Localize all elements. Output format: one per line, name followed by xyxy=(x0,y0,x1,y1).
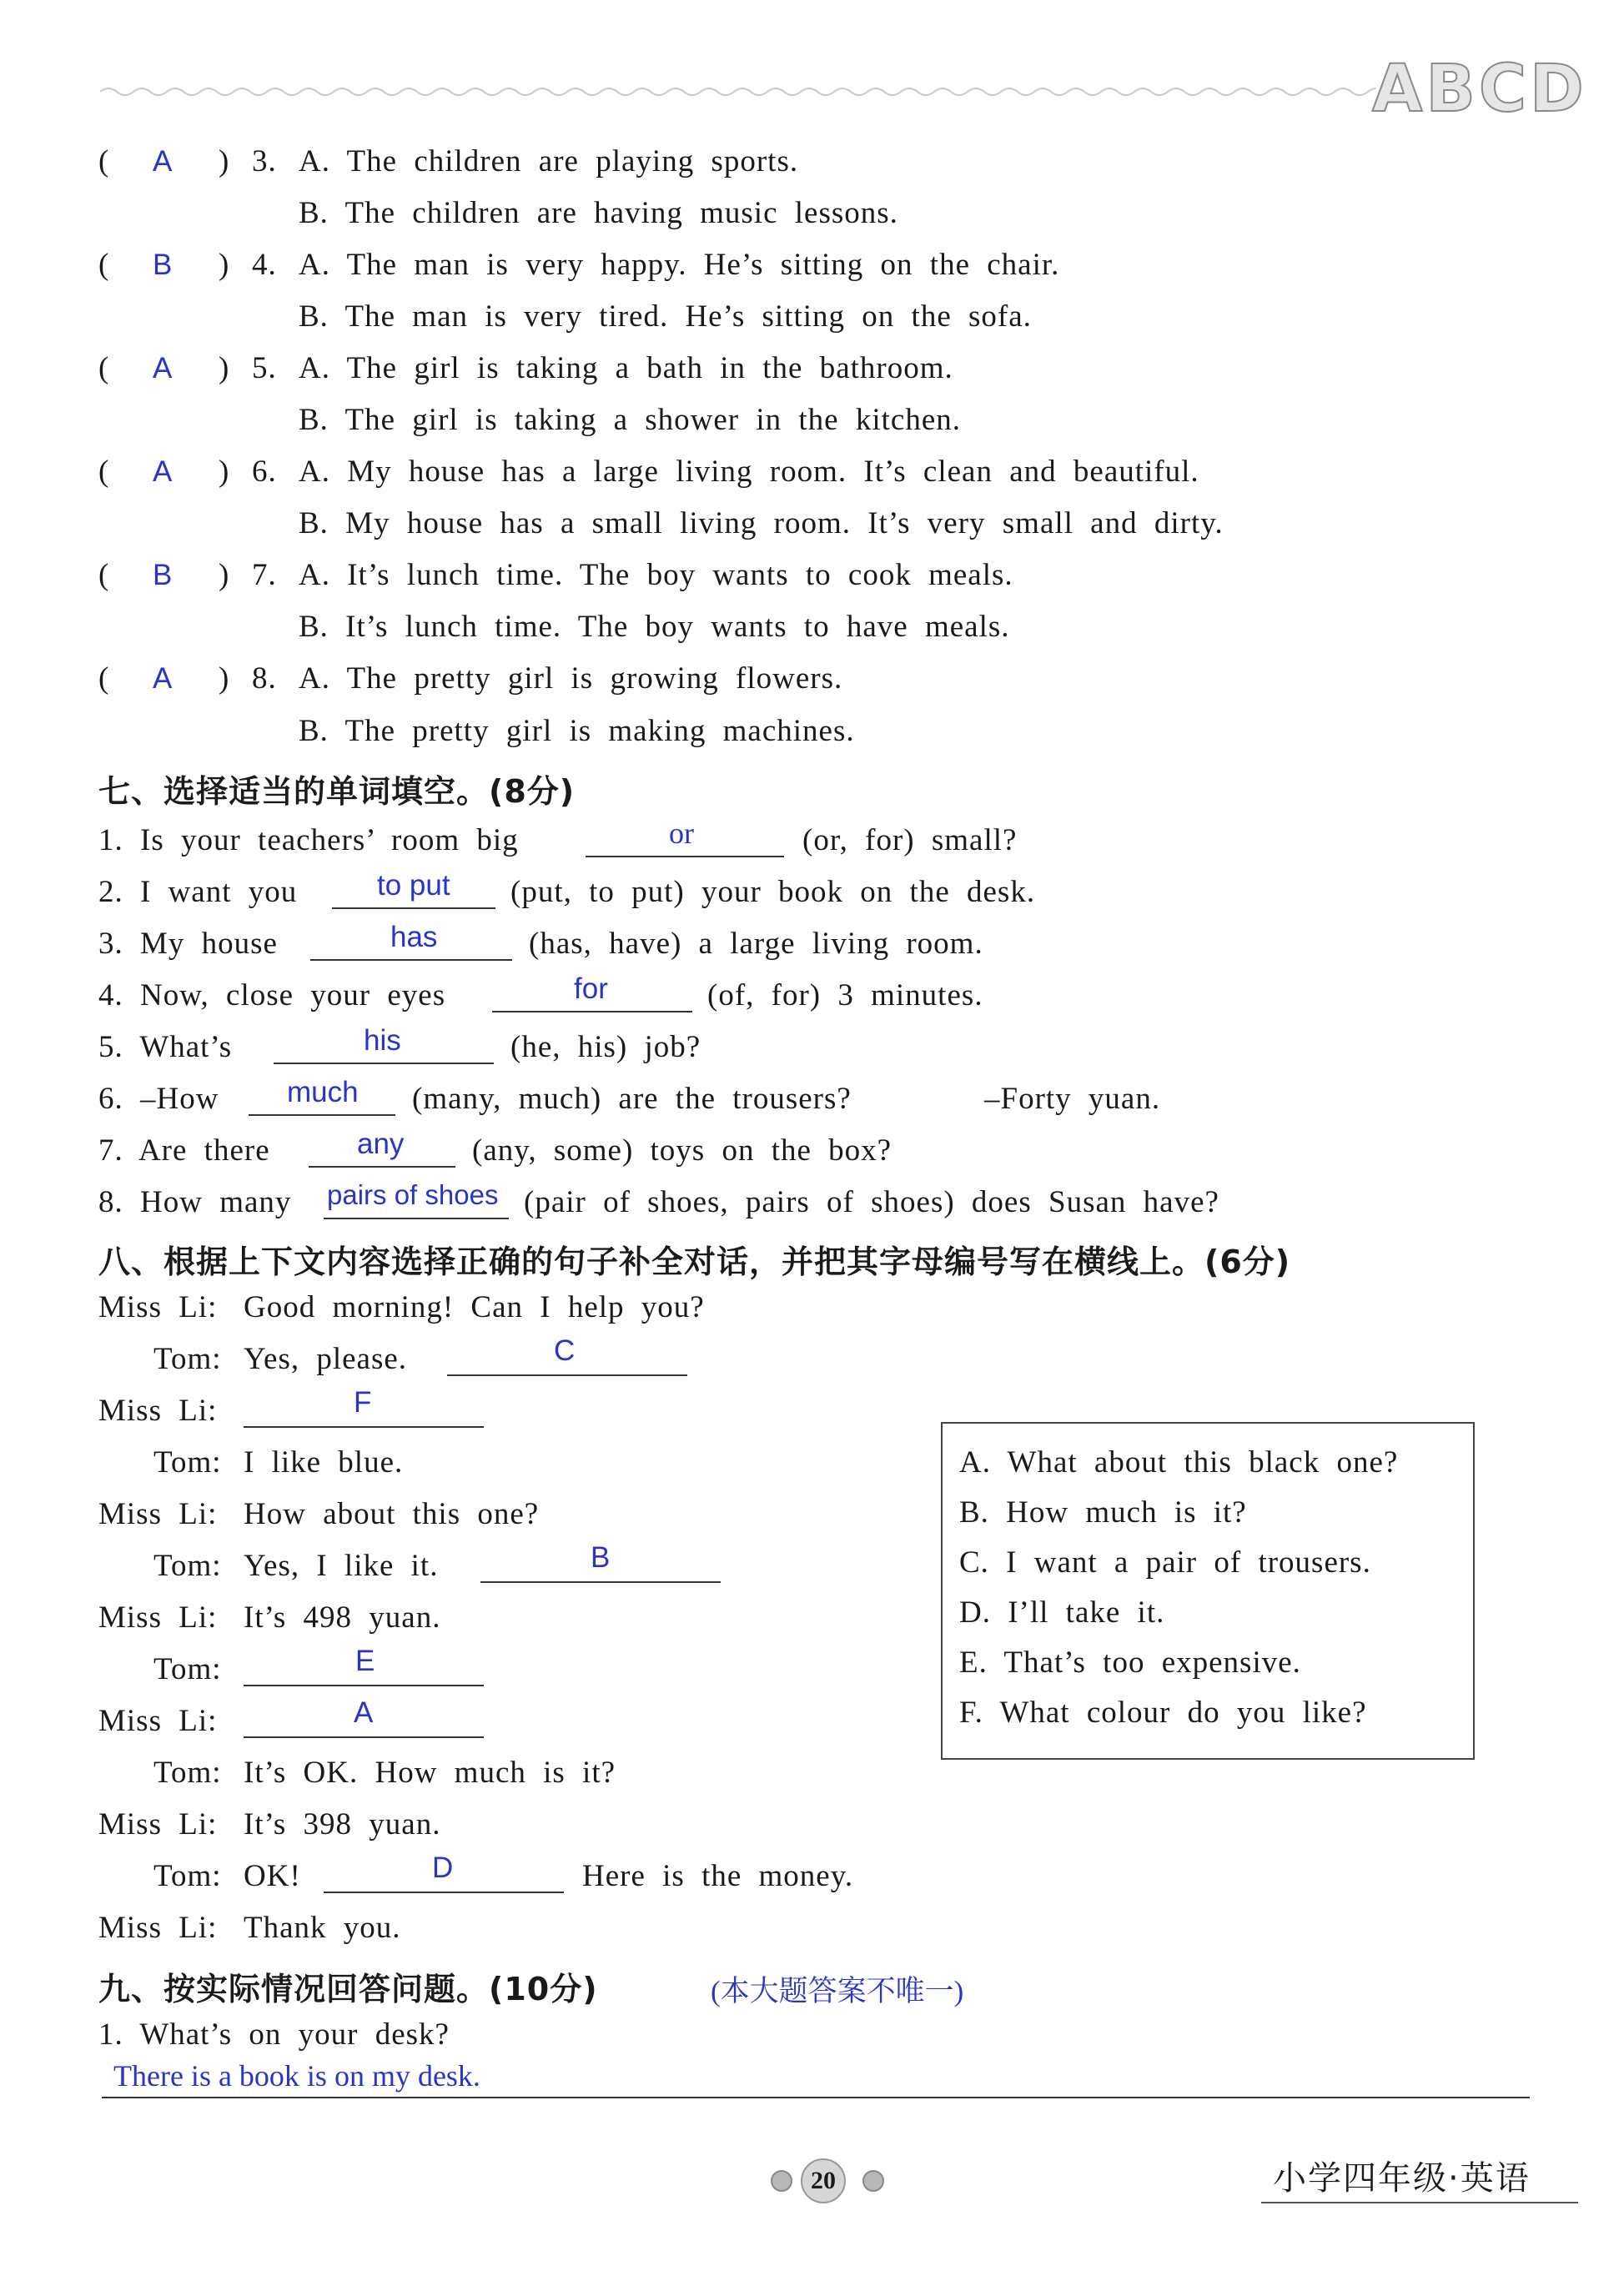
dialog-speaker: Tom: xyxy=(153,1445,222,1480)
section-title: 九、按实际情况回答问题。(10分) xyxy=(98,1971,598,2007)
filled-answer: F xyxy=(354,1386,372,1419)
dialog-speaker: Tom: xyxy=(153,1342,222,1376)
answer-blank xyxy=(447,1374,687,1376)
option-a: A. The pretty girl is growing flowers. xyxy=(299,661,843,696)
footer-dot-left xyxy=(771,2170,792,2192)
answer-blank xyxy=(492,1011,692,1012)
answer-blank xyxy=(244,1426,484,1428)
dialog-speaker: Miss Li: xyxy=(98,1600,218,1635)
answer-letter: A xyxy=(153,455,173,488)
answer-blank xyxy=(586,856,784,857)
answer-blank xyxy=(309,1166,455,1168)
fill-item-options: (of, for) 3 minutes. xyxy=(707,978,983,1012)
dialog-text: It’s 398 yuan. xyxy=(244,1807,441,1841)
fill-item-text: 2. I want you xyxy=(98,875,298,909)
answer-blank xyxy=(332,907,495,909)
answer-letter: B xyxy=(153,249,173,281)
filled-answer: B xyxy=(591,1541,611,1574)
fill-item-options: (many, much) are the trousers? xyxy=(412,1082,852,1116)
answer-paren: ( xyxy=(98,661,110,696)
filled-answer: much xyxy=(287,1076,359,1108)
dialog-speaker: Miss Li: xyxy=(98,1497,218,1531)
answer-letter: A xyxy=(153,352,173,384)
option-item: A. What about this black one? xyxy=(959,1445,1399,1480)
answer-paren: ( xyxy=(98,455,110,489)
book-label: 小学四年级·英语 xyxy=(1273,2159,1531,2198)
answer-blank xyxy=(274,1063,494,1064)
dialog-text: OK! xyxy=(244,1859,301,1893)
fill-item-options: (pair of shoes, pairs of shoes) does Susan have? xyxy=(524,1185,1219,1219)
filled-answer: his xyxy=(364,1024,401,1057)
fill-item-text: 8. How many xyxy=(98,1185,292,1219)
answer-blank xyxy=(324,1892,564,1893)
answer-blank xyxy=(244,1685,484,1686)
section-title: 七、选择适当的单词填空。(8分) xyxy=(98,773,576,810)
answer-line xyxy=(102,2097,1530,2098)
fill-item-text: 1. Is your teachers’ room big xyxy=(98,823,519,857)
dialog-speaker: Miss Li: xyxy=(98,1290,218,1324)
answer-paren: ( xyxy=(98,248,110,282)
dialog-speaker: Miss Li: xyxy=(98,1704,218,1738)
option-b: B. The girl is taking a shower in the kitchen. xyxy=(299,403,961,437)
answer-letter: B xyxy=(153,559,173,591)
filled-answer: E xyxy=(355,1645,375,1677)
header-wavy-line xyxy=(100,79,1376,104)
answer-paren: ) xyxy=(219,661,230,696)
answer-paren: ( xyxy=(98,144,110,178)
section-title: 八、根据上下文内容选择正确的句子补全对话，并把其字母编号写在横线上。(6分) xyxy=(98,1244,1291,1280)
option-a: A. It’s lunch time. The boy wants to cook meals. xyxy=(299,558,1013,592)
dialog-text: Here is the money. xyxy=(582,1859,854,1893)
filled-answer: to put xyxy=(377,869,450,902)
answer-blank xyxy=(480,1581,721,1583)
footer-underline xyxy=(1261,2202,1578,2203)
answer-paren: ) xyxy=(219,351,230,385)
dialog-text: It’s OK. How much is it? xyxy=(244,1756,616,1790)
option-b: B. It’s lunch time. The boy wants to have meals. xyxy=(299,610,1010,644)
fill-item-text: 4. Now, close your eyes xyxy=(98,978,446,1012)
dialog-text: Yes, please. xyxy=(244,1342,408,1376)
option-item: B. How much is it? xyxy=(959,1495,1247,1530)
handwritten-answer: There is a book is on my desk. xyxy=(113,2059,480,2093)
answer-paren: ) xyxy=(219,558,230,592)
option-item: F. What colour do you like? xyxy=(959,1696,1367,1730)
fill-item-options: (any, some) toys on the box? xyxy=(472,1133,892,1168)
filled-answer: has xyxy=(390,921,438,953)
dialog-text: It’s 498 yuan. xyxy=(244,1600,441,1635)
question-number: 7. xyxy=(252,558,277,592)
answer-paren: ) xyxy=(219,248,230,282)
dialog-speaker: Miss Li: xyxy=(98,1394,218,1428)
filled-answer: any xyxy=(357,1128,405,1160)
dialog-text: Thank you. xyxy=(244,1911,401,1945)
option-a: A. The girl is taking a bath in the bathroom. xyxy=(299,351,953,385)
fill-item-text: 3. My house xyxy=(98,927,278,961)
fill-item-options: (or, for) small? xyxy=(802,823,1018,857)
filled-answer: or xyxy=(669,816,694,850)
option-item: C. I want a pair of trousers. xyxy=(959,1545,1371,1580)
option-a: A. The children are playing sports. xyxy=(299,144,799,178)
answer-letter: A xyxy=(153,145,173,178)
dialog-text: Good morning! Can I help you? xyxy=(244,1290,705,1324)
dialog-text: Yes, I like it. xyxy=(244,1549,439,1583)
filled-answer: D xyxy=(432,1851,454,1884)
option-b: B. My house has a small living room. It’s very small and dirty. xyxy=(299,506,1224,540)
filled-answer: for xyxy=(574,972,608,1005)
answer-blank xyxy=(249,1114,395,1116)
fill-item-text: 6. –How xyxy=(98,1082,219,1116)
question-number: 8. xyxy=(252,661,277,696)
answer-blank xyxy=(324,1218,509,1219)
option-a: A. My house has a large living room. It’s clean and beautiful. xyxy=(299,455,1199,489)
dialog-speaker: Tom: xyxy=(153,1756,222,1790)
option-a: A. The man is very happy. He’s sitting on the chair. xyxy=(299,248,1060,282)
header-logo: ABCD xyxy=(1372,52,1587,127)
answer-paren: ) xyxy=(219,455,230,489)
fill-item-options: (he, his) job? xyxy=(510,1030,701,1064)
dialog-speaker: Tom: xyxy=(153,1549,222,1583)
dialog-speaker: Miss Li: xyxy=(98,1911,218,1945)
fill-item-options: (has, have) a large living room. xyxy=(529,927,983,961)
filled-answer: pairs of shoes xyxy=(327,1179,499,1210)
option-item: E. That’s too expensive. xyxy=(959,1645,1301,1680)
page-number: 20 xyxy=(801,2158,846,2203)
question-number: 5. xyxy=(252,351,277,385)
footer-dot-right xyxy=(862,2170,884,2192)
option-b: B. The pretty girl is making machines. xyxy=(299,714,855,748)
option-b: B. The man is very tired. He’s sitting on the sofa. xyxy=(299,299,1032,334)
dialog-speaker: Tom: xyxy=(153,1859,222,1893)
answer-blank xyxy=(310,959,512,961)
dialog-speaker: Tom: xyxy=(153,1652,222,1686)
question-number: 6. xyxy=(252,455,277,489)
question-text: 1. What’s on your desk? xyxy=(98,2017,450,2052)
question-number: 3. xyxy=(252,144,277,178)
option-item: D. I’ll take it. xyxy=(959,1595,1165,1630)
answer-paren: ( xyxy=(98,351,110,385)
fill-item-options: (put, to put) your book on the desk. xyxy=(510,875,1036,909)
answer-paren: ) xyxy=(219,144,230,178)
section-note: (本大题答案不唯一) xyxy=(711,1975,964,2007)
option-b: B. The children are having music lessons. xyxy=(299,196,898,230)
answer-paren: ( xyxy=(98,558,110,592)
filled-answer: A xyxy=(354,1696,374,1729)
filled-answer: C xyxy=(554,1334,576,1367)
fill-item-reply: –Forty yuan. xyxy=(984,1082,1161,1116)
fill-item-text: 5. What’s xyxy=(98,1030,233,1064)
fill-item-text: 7. Are there xyxy=(98,1133,270,1168)
answer-letter: A xyxy=(153,662,173,695)
dialog-text: I like blue. xyxy=(244,1445,404,1480)
answer-blank xyxy=(244,1736,484,1738)
question-number: 4. xyxy=(252,248,277,282)
dialog-speaker: Miss Li: xyxy=(98,1807,218,1841)
dialog-text: How about this one? xyxy=(244,1497,540,1531)
